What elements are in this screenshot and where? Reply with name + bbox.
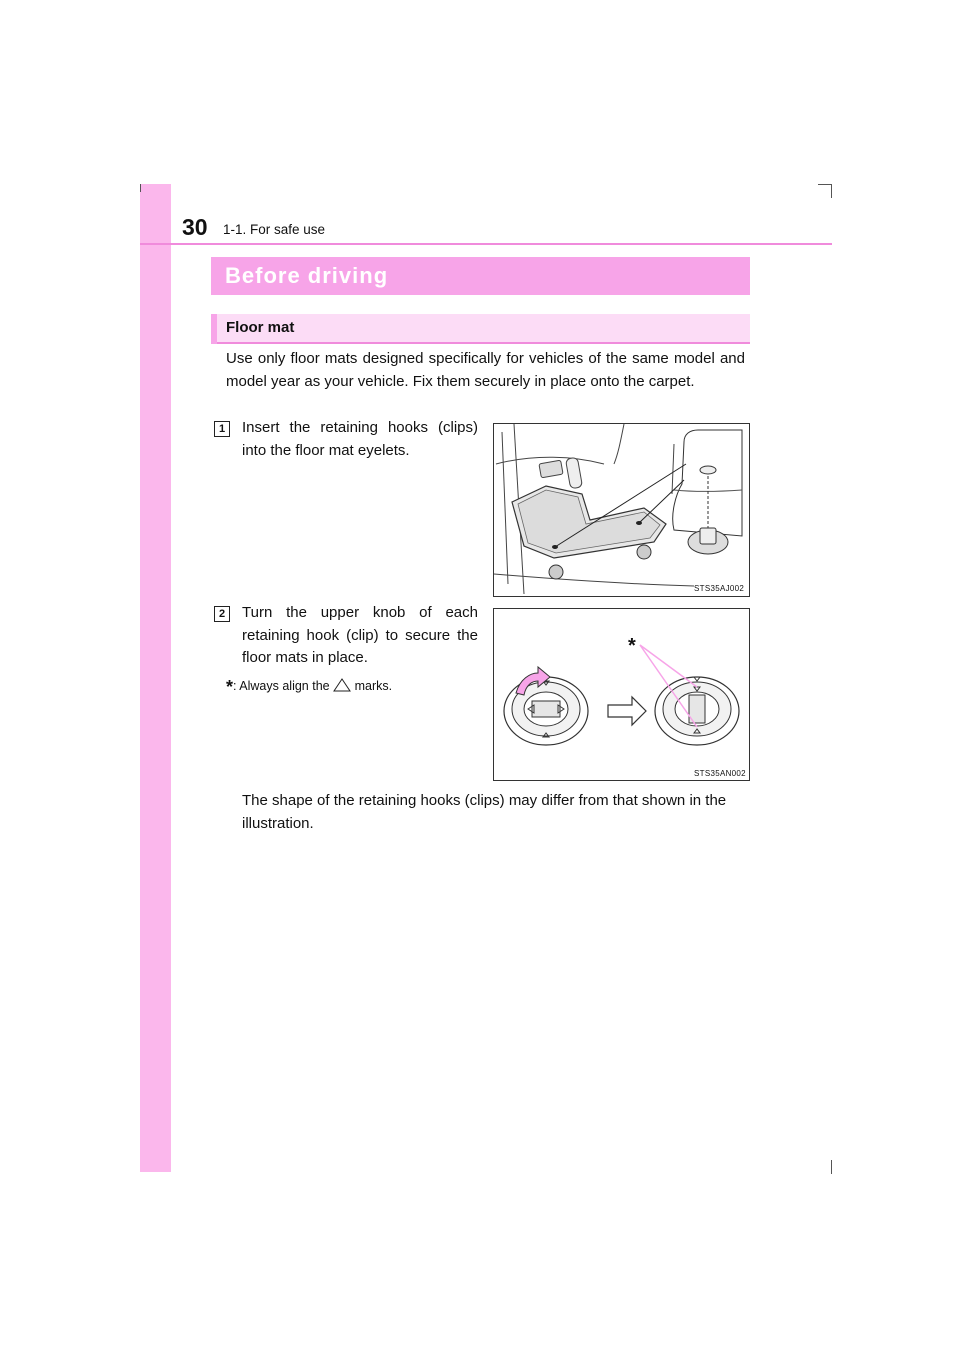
page-number: 30 [182,214,208,240]
intro-paragraph: Use only floor mats designed specifically for vehicles of the same model and model year as your vehicle. Fix them securely in place onto the carpet. [226,350,745,390]
side-color-band [140,184,171,1172]
subsection-accent [211,314,217,344]
triangle-mark-icon [333,678,351,692]
crop-mark [140,184,141,192]
figure-marker: * [628,635,636,657]
step-text-1: Insert the retaining hooks (clips) into the floor mat eyelets. [242,419,478,459]
step-badge-2: 2 [214,606,230,622]
note-line [226,677,392,698]
subsection-title: Floor mat [226,319,295,336]
step-text-2: Turn the upper knob of each retaining hook (clip) to secure the floor mats in place. [242,604,478,666]
knob-turn-illustration [494,609,749,780]
chapter-banner [211,257,750,295]
note-marker: * [226,677,234,697]
closing-paragraph: The shape of the retaining hooks (clips) may differ from that shown in the illustration. [242,792,727,832]
crop-mark [818,184,832,185]
figure-floor-mat-hooks [493,423,750,597]
chapter-title: Before driving [225,263,389,288]
note-text-end: marks. [354,679,393,693]
crop-mark [831,1160,832,1174]
subsection-banner [211,314,750,344]
figure-knob-turn [493,608,750,781]
section-title: 1-1. For safe use [223,222,326,237]
step-badge-1: 1 [214,421,230,437]
crop-mark [831,184,832,198]
floor-mat-illustration [494,424,749,596]
header-rule [140,243,832,245]
figure-code: STS35AN002 [694,769,746,778]
note-text-start: : Always align the [233,679,330,693]
figure-code: STS35AJ002 [694,584,745,593]
